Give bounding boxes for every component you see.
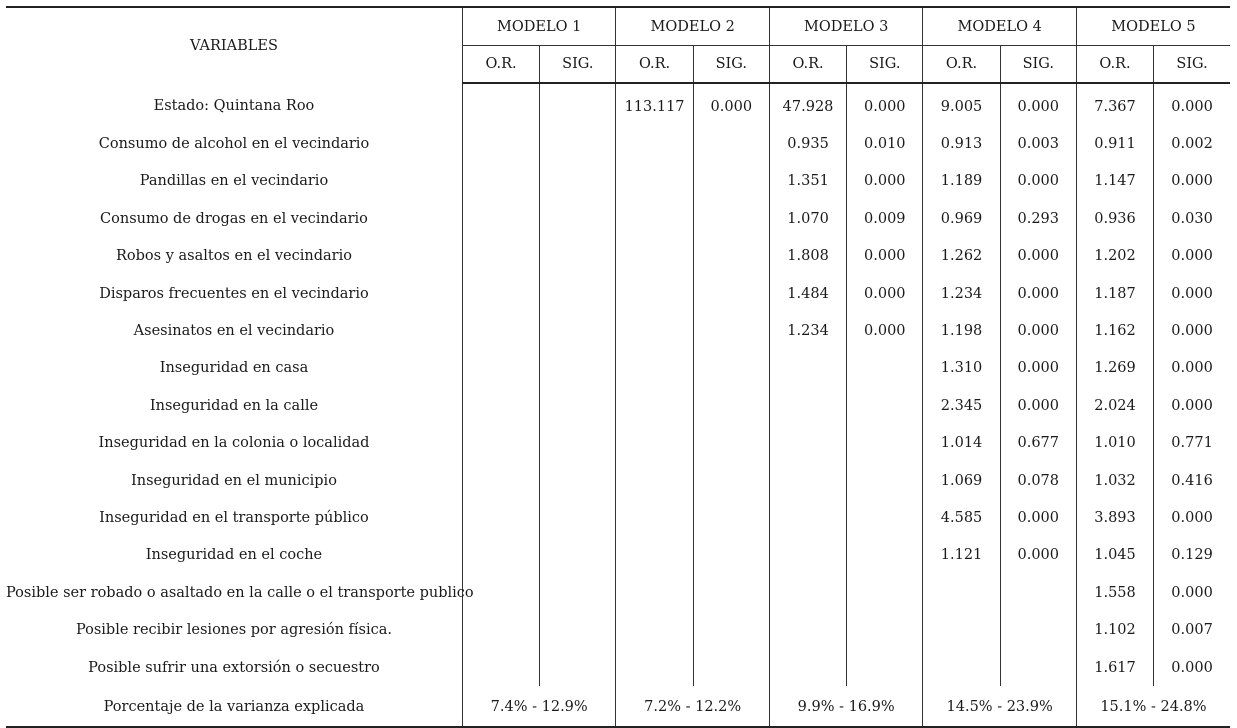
odds-ratio-cell-model-4: 4.585 [923, 499, 1000, 536]
significance-cell-model-2 [693, 125, 769, 162]
odds-ratio-cell-model-2: 113.117 [616, 83, 693, 125]
odds-ratio-cell-model-3: 1.484 [769, 275, 846, 312]
odds-ratio-cell-model-2 [616, 125, 693, 162]
odds-ratio-cell-model-5: 1.202 [1076, 238, 1153, 275]
variable-label: Posible recibir lesiones por agresión física. [6, 611, 462, 648]
odds-ratio-cell-model-3 [769, 537, 846, 574]
header-row-models [6, 7, 1230, 46]
significance-cell-model-2 [693, 649, 769, 686]
significance-cell-model-2: 0.000 [693, 83, 769, 125]
significance-cell-model-4 [1000, 649, 1076, 686]
significance-cell-model-3: 0.000 [847, 238, 923, 275]
table-row [6, 275, 1230, 312]
significance-cell-model-3 [847, 425, 923, 462]
significance-cell-model-1 [540, 238, 616, 275]
odds-ratio-cell-model-5: 1.162 [1076, 312, 1153, 349]
odds-ratio-cell-model-3: 1.070 [769, 200, 846, 237]
significance-cell-model-4: 0.000 [1000, 387, 1076, 424]
odds-ratio-cell-model-2 [616, 462, 693, 499]
significance-cell-model-5: 0.000 [1171, 323, 1213, 340]
significance-cell-model-1 [540, 611, 616, 648]
table-row [6, 125, 1230, 162]
table-row [6, 312, 1230, 349]
significance-cell-model-1 [540, 163, 616, 200]
significance-cell-model-5: 0.129 [1171, 547, 1213, 564]
odds-ratio-cell-model-5: 1.558 [1076, 574, 1153, 611]
significance-cell-model-5: 0.000 [1171, 248, 1213, 265]
odds-ratio-cell-model-3: 1.808 [769, 238, 846, 275]
variance-model-1: 7.4% - 12.9% [462, 686, 615, 726]
odds-ratio-cell-model-5: 1.045 [1076, 537, 1153, 574]
significance-cell-model-2 [693, 350, 769, 387]
variable-label: Posible ser robado o asaltado en la calle o el transporte publico [6, 574, 462, 611]
odds-ratio-cell-model-2 [616, 387, 693, 424]
significance-cell-model-5: 0.000 [1171, 173, 1213, 190]
significance-cell-model-1 [540, 387, 616, 424]
significance-cell-model-4: 0.000 [1000, 275, 1076, 312]
variance-model-2: 7.2% - 12.2% [616, 686, 769, 726]
odds-ratio-cell-model-4: 1.121 [923, 537, 1000, 574]
significance-cell-model-4 [1000, 574, 1076, 611]
significance-cell-model-2 [693, 163, 769, 200]
significance-cell-model-1 [540, 462, 616, 499]
odds-ratio-cell-model-2 [616, 574, 693, 611]
significance-cell-model-1 [540, 350, 616, 387]
odds-ratio-cell-model-5: 1.617 [1076, 649, 1153, 686]
significance-cell-model-3: 0.000 [847, 312, 923, 349]
significance-cell-model-1 [540, 425, 616, 462]
significance-cell-model-1 [540, 312, 616, 349]
odds-ratio-cell-model-5: 1.010 [1076, 425, 1153, 462]
odds-ratio-cell-model-2 [616, 312, 693, 349]
variable-label: Inseguridad en el coche [6, 537, 462, 574]
significance-cell-model-5: 0.000 [1171, 360, 1213, 377]
table-header [6, 7, 1230, 83]
sig-header: SIG. [1000, 46, 1076, 84]
significance-cell-model-5: 0.000 [1171, 397, 1213, 414]
variable-label: Consumo de alcohol en el vecindario [6, 125, 462, 162]
significance-cell-model-1 [540, 574, 616, 611]
significance-cell-model-4: 0.000 [1000, 83, 1076, 125]
odds-ratio-cell-model-4: 9.005 [923, 83, 1000, 125]
odds-ratio-cell-model-4: 1.234 [923, 275, 1000, 312]
odds-ratio-cell-model-1 [462, 462, 539, 499]
significance-cell-model-4: 0.000 [1000, 163, 1076, 200]
significance-cell-model-3 [847, 350, 923, 387]
significance-cell-model-4: 0.078 [1000, 462, 1076, 499]
odds-ratio-cell-model-3 [769, 387, 846, 424]
odds-ratio-cell-model-2 [616, 200, 693, 237]
significance-cell-model-2 [693, 387, 769, 424]
variance-explained-row [6, 686, 1230, 726]
odds-ratio-cell-model-4: 0.969 [923, 200, 1000, 237]
or-header: O.R. [616, 46, 693, 84]
significance-cell-model-4: 0.000 [1000, 537, 1076, 574]
sig-header: SIG. [693, 46, 769, 84]
variable-label: Inseguridad en casa [6, 350, 462, 387]
odds-ratio-cell-model-5: 1.102 [1076, 611, 1153, 648]
odds-ratio-cell-model-4 [923, 649, 1000, 686]
significance-cell-model-5: 0.000 [1171, 98, 1213, 115]
table-body [6, 83, 1230, 727]
table-row [6, 238, 1230, 275]
variable-label: Pandillas en el vecindario [6, 163, 462, 200]
odds-ratio-cell-model-4: 2.345 [923, 387, 1000, 424]
variance-model-5: 15.1% - 24.8% [1100, 698, 1207, 715]
odds-ratio-cell-model-4: 1.069 [923, 462, 1000, 499]
significance-cell-model-4: 0.000 [1000, 312, 1076, 349]
sig-header: SIG. [847, 46, 923, 84]
odds-ratio-cell-model-5: 1.187 [1076, 275, 1153, 312]
odds-ratio-cell-model-3: 1.351 [769, 163, 846, 200]
model-1-header: MODELO 1 [462, 7, 615, 46]
significance-cell-model-3: 0.009 [847, 200, 923, 237]
significance-cell-model-5: 0.000 [1171, 509, 1213, 526]
table-row [6, 611, 1230, 648]
significance-cell-model-2 [693, 574, 769, 611]
significance-cell-model-5: 0.000 [1171, 659, 1213, 676]
significance-cell-model-2 [693, 537, 769, 574]
significance-cell-model-2 [693, 238, 769, 275]
odds-ratio-cell-model-2 [616, 537, 693, 574]
or-header: O.R. [769, 46, 846, 84]
odds-ratio-cell-model-1 [462, 238, 539, 275]
odds-ratio-cell-model-5: 2.024 [1076, 387, 1153, 424]
odds-ratio-cell-model-5: 3.893 [1076, 499, 1153, 536]
model-4-header: MODELO 4 [923, 7, 1076, 46]
odds-ratio-cell-model-1 [462, 312, 539, 349]
sig-header: SIG. [1154, 46, 1230, 84]
significance-cell-model-5: 0.000 [1171, 584, 1213, 601]
odds-ratio-cell-model-4: 1.014 [923, 425, 1000, 462]
variable-label: Inseguridad en la colonia o localidad [6, 425, 462, 462]
odds-ratio-cell-model-5: 1.147 [1076, 163, 1153, 200]
variable-label: Disparos frecuentes en el vecindario [6, 275, 462, 312]
significance-cell-model-1 [540, 649, 616, 686]
significance-cell-model-1 [540, 83, 616, 125]
odds-ratio-cell-model-2 [616, 238, 693, 275]
significance-cell-model-5: 0.007 [1171, 622, 1213, 639]
significance-cell-model-1 [540, 537, 616, 574]
odds-ratio-cell-model-2 [616, 275, 693, 312]
odds-ratio-cell-model-1 [462, 200, 539, 237]
odds-ratio-cell-model-2 [616, 350, 693, 387]
significance-cell-model-1 [540, 275, 616, 312]
significance-cell-model-2 [693, 200, 769, 237]
significance-cell-model-3 [847, 574, 923, 611]
odds-ratio-cell-model-4: 0.913 [923, 125, 1000, 162]
model-3-header: MODELO 3 [769, 7, 922, 46]
table-row [6, 499, 1230, 536]
significance-cell-model-2 [693, 425, 769, 462]
odds-ratio-cell-model-2 [616, 163, 693, 200]
variance-model-3: 9.9% - 16.9% [769, 686, 922, 726]
significance-cell-model-4: 0.000 [1000, 499, 1076, 536]
odds-ratio-cell-model-3 [769, 499, 846, 536]
significance-cell-model-1 [540, 125, 616, 162]
variable-label: Inseguridad en la calle [6, 387, 462, 424]
significance-cell-model-3 [847, 611, 923, 648]
odds-ratio-cell-model-2 [616, 649, 693, 686]
odds-ratio-cell-model-5: 1.269 [1076, 350, 1153, 387]
odds-ratio-cell-model-3: 1.234 [769, 312, 846, 349]
table-row [6, 462, 1230, 499]
odds-ratio-cell-model-4: 1.310 [923, 350, 1000, 387]
odds-ratio-cell-model-3 [769, 425, 846, 462]
table-row [6, 200, 1230, 237]
significance-cell-model-3 [847, 387, 923, 424]
odds-ratio-cell-model-5: 0.936 [1076, 200, 1153, 237]
table-row [6, 574, 1230, 611]
table-row [6, 350, 1230, 387]
odds-ratio-cell-model-2 [616, 499, 693, 536]
significance-cell-model-5: 0.416 [1171, 472, 1213, 489]
significance-cell-model-4: 0.000 [1000, 350, 1076, 387]
odds-ratio-cell-model-1 [462, 649, 539, 686]
odds-ratio-cell-model-3 [769, 574, 846, 611]
sig-header: SIG. [540, 46, 616, 84]
model-2-header: MODELO 2 [616, 7, 769, 46]
odds-ratio-cell-model-4: 1.262 [923, 238, 1000, 275]
significance-cell-model-5: 0.771 [1171, 435, 1213, 452]
or-header: O.R. [923, 46, 1000, 84]
table-row [6, 537, 1230, 574]
significance-cell-model-2 [693, 312, 769, 349]
odds-ratio-cell-model-4: 1.198 [923, 312, 1000, 349]
odds-ratio-cell-model-1 [462, 611, 539, 648]
odds-ratio-cell-model-2 [616, 611, 693, 648]
odds-ratio-cell-model-1 [462, 125, 539, 162]
significance-cell-model-3: 0.000 [847, 275, 923, 312]
results-table-container [6, 6, 1230, 728]
odds-ratio-cell-model-4: 1.189 [923, 163, 1000, 200]
odds-ratio-cell-model-1 [462, 163, 539, 200]
odds-ratio-cell-model-3 [769, 462, 846, 499]
significance-cell-model-3 [847, 537, 923, 574]
significance-cell-model-4: 0.293 [1000, 200, 1076, 237]
odds-ratio-cell-model-1 [462, 387, 539, 424]
odds-ratio-cell-model-1 [462, 83, 539, 125]
odds-ratio-cell-model-5: 1.032 [1076, 462, 1153, 499]
regression-results-table [6, 6, 1230, 728]
variable-label: Posible sufrir una extorsión o secuestro [6, 649, 462, 686]
odds-ratio-cell-model-5: 0.911 [1076, 125, 1153, 162]
significance-cell-model-4: 0.000 [1000, 238, 1076, 275]
variable-label: Consumo de drogas en el vecindario [6, 200, 462, 237]
table-row [6, 425, 1230, 462]
odds-ratio-cell-model-4 [923, 611, 1000, 648]
table-row [6, 387, 1230, 424]
odds-ratio-cell-model-4 [923, 574, 1000, 611]
model-5-header: MODELO 5 [1076, 7, 1230, 46]
significance-cell-model-3 [847, 649, 923, 686]
significance-cell-model-2 [693, 462, 769, 499]
significance-cell-model-3: 0.000 [847, 83, 923, 125]
odds-ratio-cell-model-2 [616, 425, 693, 462]
significance-cell-model-5: 0.002 [1171, 136, 1213, 153]
odds-ratio-cell-model-3 [769, 611, 846, 648]
odds-ratio-cell-model-3 [769, 649, 846, 686]
variable-label: Inseguridad en el transporte público [6, 499, 462, 536]
variable-label: Robos y asaltos en el vecindario [6, 238, 462, 275]
odds-ratio-cell-model-1 [462, 350, 539, 387]
significance-cell-model-1 [540, 200, 616, 237]
or-header: O.R. [462, 46, 539, 84]
odds-ratio-cell-model-5: 7.367 [1076, 83, 1153, 125]
variable-label: Estado: Quintana Roo [6, 83, 462, 125]
significance-cell-model-2 [693, 499, 769, 536]
significance-cell-model-4: 0.003 [1000, 125, 1076, 162]
significance-cell-model-4 [1000, 611, 1076, 648]
significance-cell-model-5: 0.000 [1171, 285, 1213, 302]
table-row [6, 649, 1230, 686]
odds-ratio-cell-model-1 [462, 425, 539, 462]
significance-cell-model-3: 0.010 [847, 125, 923, 162]
variance-explained-label: Porcentaje de la varianza explicada [6, 686, 462, 726]
odds-ratio-cell-model-3: 47.928 [769, 83, 846, 125]
or-header: O.R. [1076, 46, 1153, 84]
variance-model-4: 14.5% - 23.9% [923, 686, 1076, 726]
variable-label: Inseguridad en el municipio [6, 462, 462, 499]
significance-cell-model-3 [847, 462, 923, 499]
significance-cell-model-3 [847, 499, 923, 536]
significance-cell-model-1 [540, 499, 616, 536]
significance-cell-model-4: 0.677 [1000, 425, 1076, 462]
significance-cell-model-2 [693, 275, 769, 312]
odds-ratio-cell-model-3: 0.935 [769, 125, 846, 162]
odds-ratio-cell-model-3 [769, 350, 846, 387]
table-row [6, 163, 1230, 200]
significance-cell-model-2 [693, 611, 769, 648]
odds-ratio-cell-model-1 [462, 499, 539, 536]
table-row [6, 83, 1230, 125]
variables-header: VARIABLES [6, 7, 462, 83]
odds-ratio-cell-model-1 [462, 275, 539, 312]
odds-ratio-cell-model-1 [462, 537, 539, 574]
significance-cell-model-5: 0.030 [1171, 210, 1213, 227]
significance-cell-model-3: 0.000 [847, 163, 923, 200]
odds-ratio-cell-model-1 [462, 574, 539, 611]
variable-label: Asesinatos en el vecindario [6, 312, 462, 349]
